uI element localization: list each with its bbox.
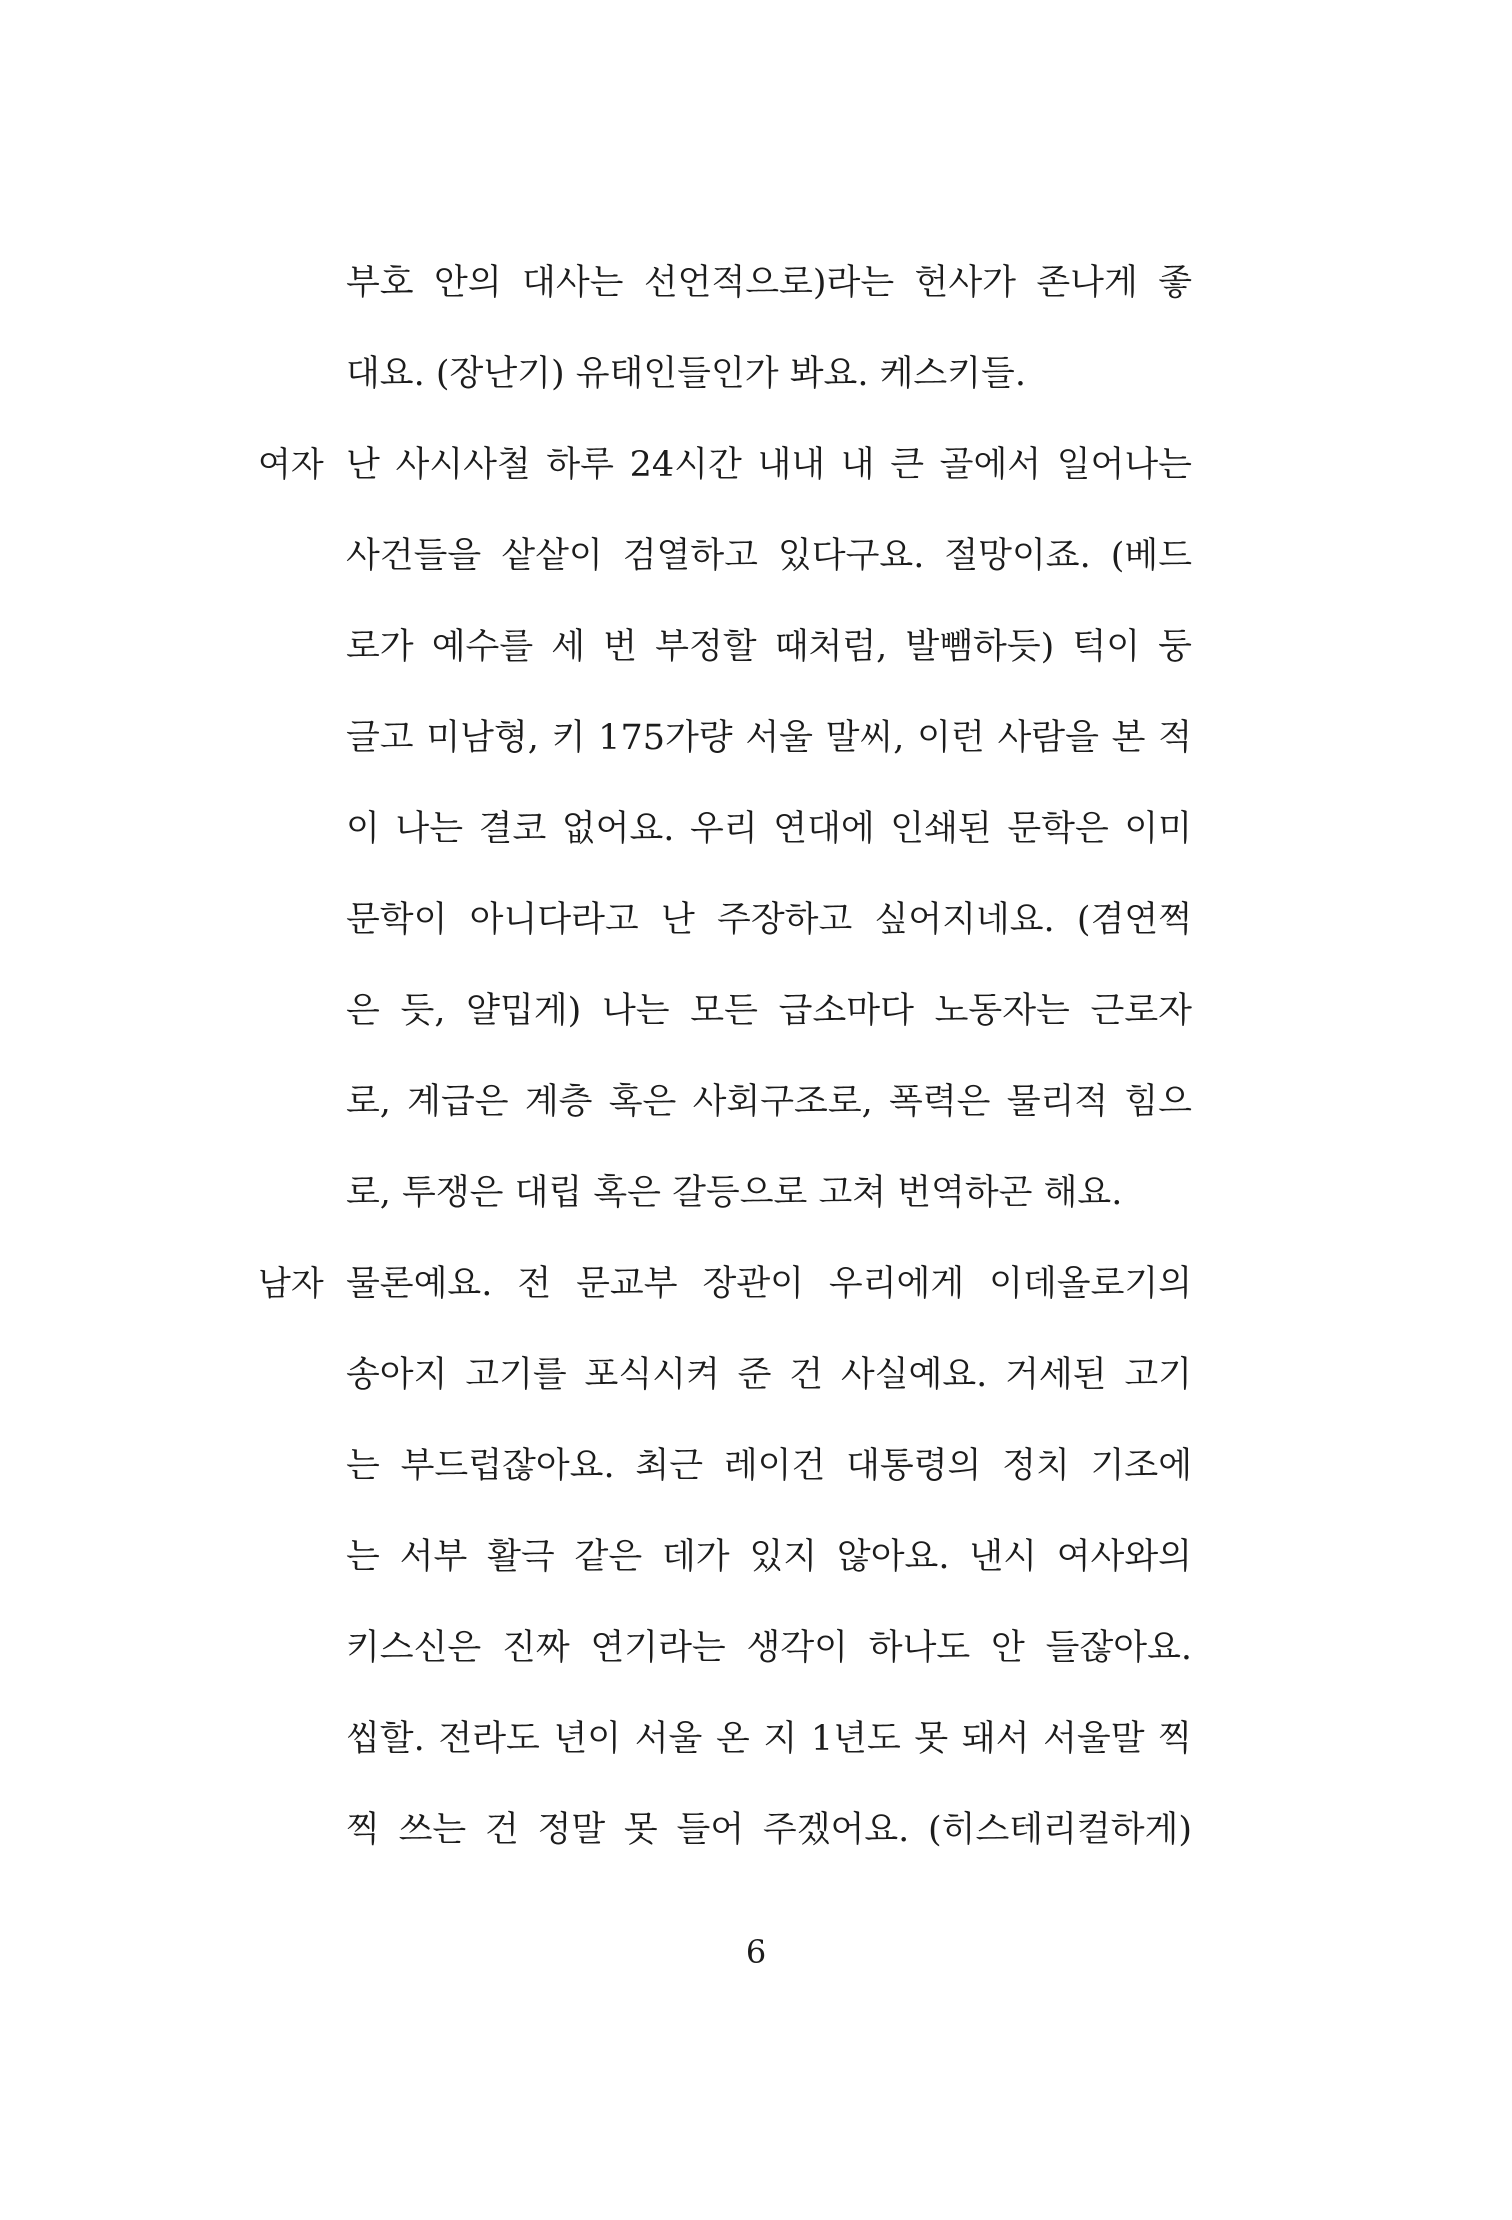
text-line <box>0 1785 1512 1876</box>
text-line <box>0 1330 1512 1421</box>
text-line <box>0 602 1512 693</box>
text-line <box>0 966 1512 1057</box>
dialogue-line: 대요. (장난기) 유태인들인가 봐요. 케스키들. <box>346 354 1026 394</box>
text-line <box>0 1512 1512 1603</box>
dialogue-line: 글고 미남형, 키 175가량 서울 말씨, 이런 사람을 본 적 <box>346 718 1192 758</box>
text-line <box>0 1603 1512 1694</box>
speaker-label: 여자 <box>258 445 324 485</box>
dialogue-line: 로, 계급은 계층 혹은 사회구조로, 폭력은 물리적 힘으 <box>346 1082 1192 1122</box>
dialogue-line: 은 듯, 얄밉게) 나는 모든 급소마다 노동자는 근로자 <box>346 991 1192 1031</box>
text-line <box>0 1057 1512 1148</box>
text-line <box>0 329 1512 420</box>
dialogue-line: 송아지 고기를 포식시켜 준 건 사실예요. 거세된 고기 <box>346 1355 1192 1395</box>
dialogue-line: 물론예요. 전 문교부 장관이 우리에게 이데올로기의 <box>346 1264 1192 1304</box>
dialogue-line: 는 서부 활극 같은 데가 있지 않아요. 낸시 여사와의 <box>346 1537 1192 1577</box>
dialogue-line: 사건들을 샅샅이 검열하고 있다구요. 절망이죠. (베드 <box>346 536 1192 576</box>
text-line <box>0 238 1512 329</box>
dialogue-line: 로, 투쟁은 대립 혹은 갈등으로 고쳐 번역하곤 해요. <box>346 1173 1123 1213</box>
text-line <box>0 1239 1512 1330</box>
text-line <box>0 511 1512 602</box>
dialogue-text <box>0 238 1512 1876</box>
dialogue-line: 로가 예수를 세 번 부정할 때처럼, 발뺌하듯) 턱이 둥 <box>346 627 1192 667</box>
dialogue-line: 난 사시사철 하루 24시간 내내 내 큰 골에서 일어나는 <box>346 445 1192 485</box>
page-number: 6 <box>745 1933 767 1971</box>
text-line <box>0 693 1512 784</box>
dialogue-line: 는 부드럽잖아요. 최근 레이건 대통령의 정치 기조에 <box>346 1446 1192 1486</box>
text-line <box>0 1694 1512 1785</box>
dialogue-line: 문학이 아니다라고 난 주장하고 싶어지네요. (겸연쩍 <box>346 900 1192 940</box>
text-line <box>0 875 1512 966</box>
dialogue-line: 씹할. 전라도 년이 서울 온 지 1년도 못 돼서 서울말 찍 <box>346 1719 1192 1759</box>
dialogue-line: 찍 쓰는 건 정말 못 들어 주겠어요. (히스테리컬하게) <box>346 1810 1192 1850</box>
dialogue-line: 부호 안의 대사는 선언적으로)라는 헌사가 존나게 좋 <box>346 263 1192 303</box>
dialogue-line: 키스신은 진짜 연기라는 생각이 하나도 안 들잖아요. <box>346 1628 1192 1668</box>
text-line <box>0 1148 1512 1239</box>
text-line <box>0 784 1512 875</box>
text-line <box>0 1421 1512 1512</box>
text-line <box>0 420 1512 511</box>
speaker-label: 남자 <box>258 1264 324 1304</box>
dialogue-line: 이 나는 결코 없어요. 우리 연대에 인쇄된 문학은 이미 <box>346 809 1192 849</box>
